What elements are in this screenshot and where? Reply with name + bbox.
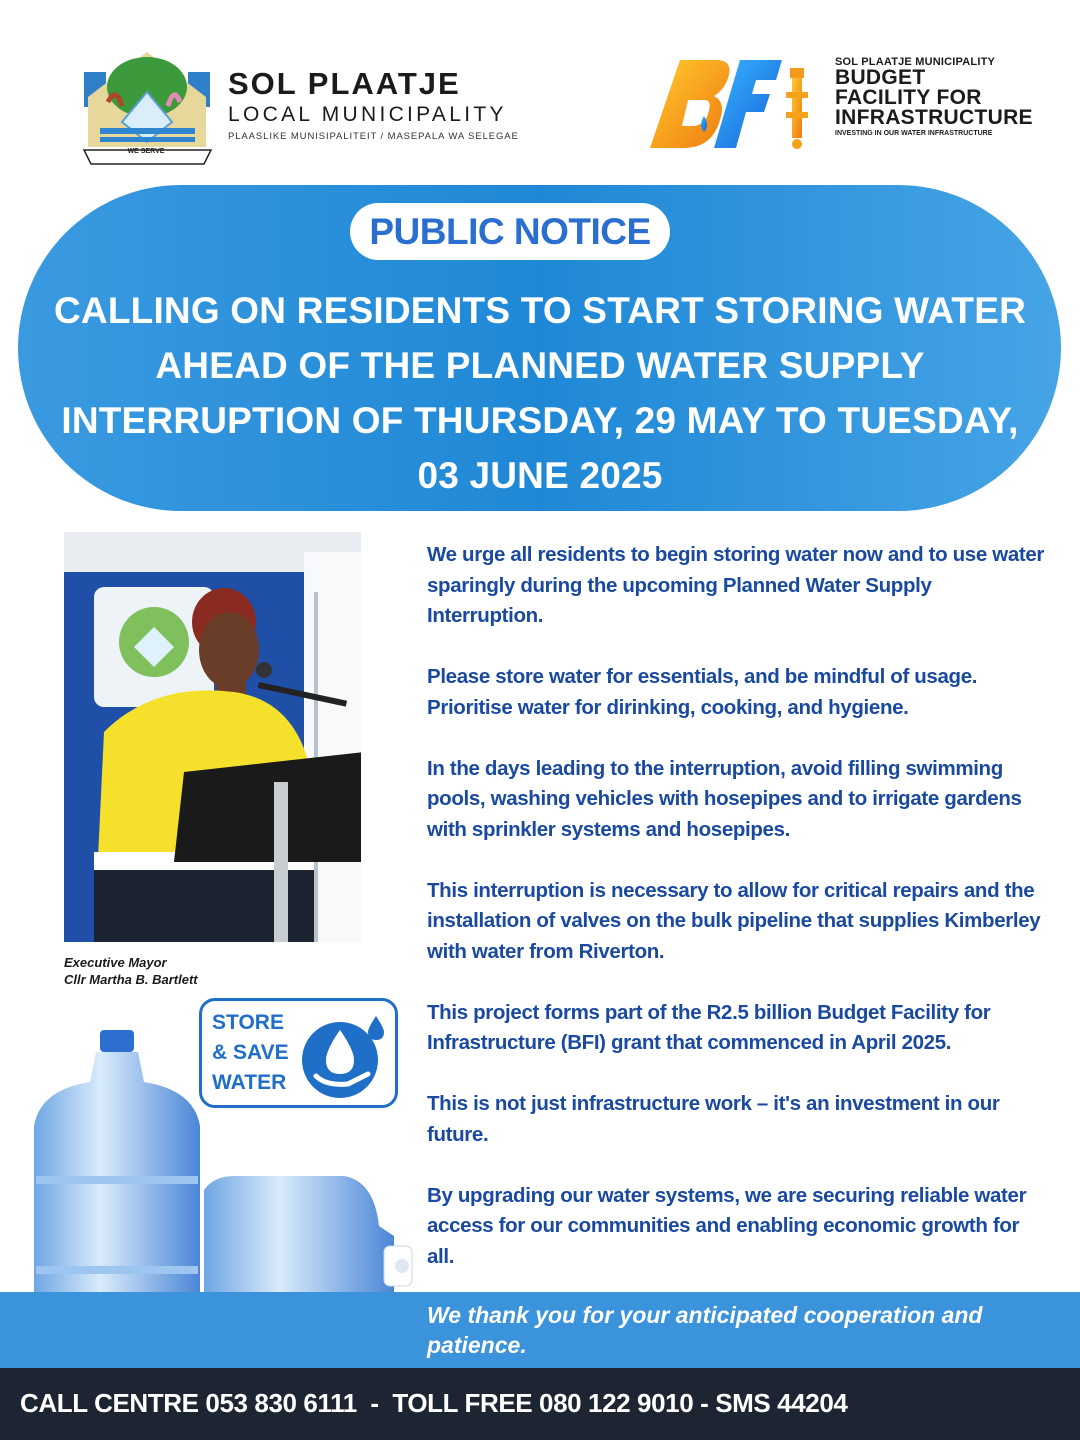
body-paragraph: By upgrading our water systems, we are securing reliable water access for our communities and enabling economic growth for all. bbox=[427, 1183, 1027, 1268]
public-notice-badge: PUBLIC NOTICE bbox=[350, 203, 670, 260]
body-paragraph: In the days leading to the interruption, avoid filling swimming pools, washing vehicles with hosepipes and to irrigate gardens with sprinkler systems and hosepipes. bbox=[427, 756, 1022, 841]
body-paragraph: This is not just infrastructure work – it's an investment in our future. bbox=[427, 1092, 1000, 1146]
body-paragraph: Please store water for essentials, and be mindful of usage. Prioritise water for dirinking, cooking, and hygiene. bbox=[427, 665, 978, 719]
headline-text: CALLING ON RESIDENTS TO START STORING WATER AHEAD OF THE PLANNED WATER SUPPLY INTERRUPTION OF THURSDAY, 29 MAY TO TUESDAY, 03 JUNE 2025 bbox=[54, 290, 1026, 496]
bfi-title bbox=[835, 56, 1033, 137]
crest-motto: WE SERVE bbox=[127, 148, 165, 155]
photo-caption bbox=[64, 954, 198, 988]
body-paragraph: This project forms part of the R2.5 billion Budget Facility for Infrastructure (BFI) grant that commenced in April 2025. bbox=[427, 1000, 991, 1054]
caption-line2: Cllr Martha B. Bartlett bbox=[64, 972, 198, 987]
mayor-photo bbox=[64, 532, 361, 942]
municipality-name-line2: LOCAL MUNICIPALITY bbox=[228, 103, 507, 126]
caption-line1: Executive Mayor bbox=[64, 955, 167, 970]
municipality-name-line1: SOL PLAATJE bbox=[228, 66, 461, 101]
badge-text bbox=[212, 1008, 289, 1098]
bfi-line0: SOL PLAATJE MUNICIPALITY bbox=[835, 56, 996, 68]
municipality-name bbox=[228, 66, 519, 142]
badge-line1: STORE bbox=[212, 1011, 284, 1034]
municipality-name-line3: PLAASLIKE MUNISIPALITEIT / MASEPALA WA SELEGAE bbox=[228, 131, 519, 142]
bfi-line4: INVESTING IN OUR WATER INFRASTRUCTURE bbox=[835, 130, 993, 137]
bfi-line3: INFRASTRUCTURE bbox=[835, 106, 1033, 129]
body-paragraph: We urge all residents to begin storing water now and to use water sparingly during the upcoming Planned Water Supply Interruption. bbox=[427, 543, 1045, 627]
contact-numbers: CALL CENTRE 053 830 6111 - TOLL FREE 080 122 9010 - SMS 44204 bbox=[20, 1388, 848, 1418]
bfi-line1: BUDGET bbox=[835, 66, 926, 89]
bfi-line2: FACILITY FOR bbox=[835, 86, 982, 109]
water-hand-icon bbox=[296, 1008, 392, 1104]
bfi-logo bbox=[648, 54, 828, 154]
body-paragraph: This interruption is necessary to allow for critical repairs and the installation of valves on the bulk pipeline that supplies Kimberley with water from Riverton. bbox=[427, 878, 1041, 963]
badge-line2: & SAVE bbox=[212, 1041, 289, 1064]
thanks-message: We thank you for your anticipated cooperation and patience. bbox=[427, 1302, 983, 1358]
badge-line3: WATER bbox=[212, 1071, 287, 1094]
notice-body bbox=[427, 540, 1047, 1303]
